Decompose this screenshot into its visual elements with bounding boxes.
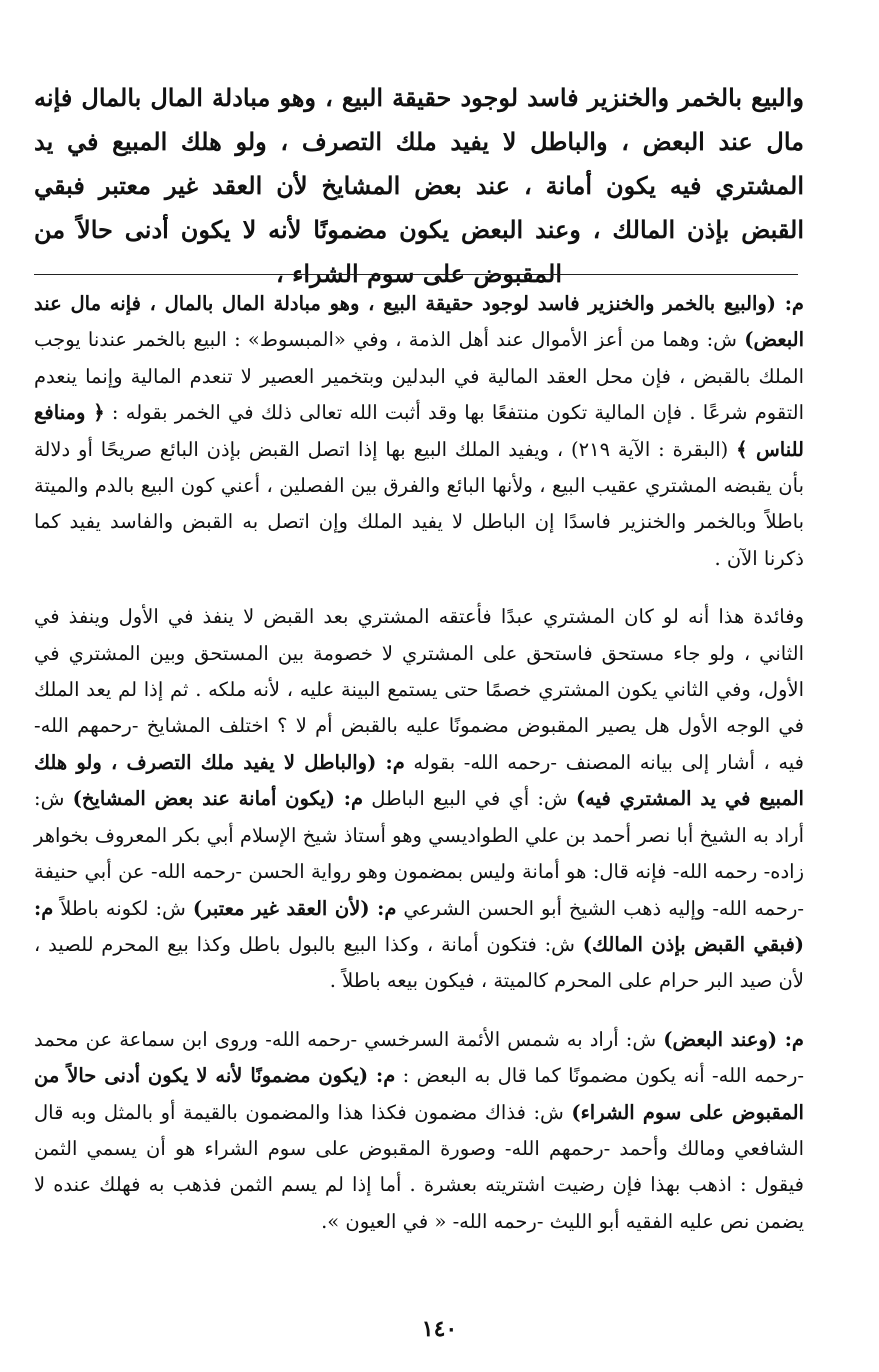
commentary-text: ش: فذاك مضمون فكذا هذا والمضمون بالقيمة أو بالمثل وبه قال الشافعي ومالك وأحمد -رحمهم الله- وصورة المقبوض على سوم الشراء هو أن يسمي الثمن فيقول : اذهب بهذا فإن رضيت اشتريته بعشرة . أما إذا لم يسم الثمن فذهب به فهلك عنده لا يضمن نص عليه الفقيه أبو الليث -رحمه الله- « في العيون ». — [34, 1100, 804, 1233]
commentary-block — [34, 286, 804, 1240]
matn-quote: م: (يكون مضمونًا لأنه لا يكون أدنى حالاً من المقبوض على سوم الشراء) — [34, 1064, 804, 1124]
matn-quote: م: (والبيع بالخمر والخنزير فاسد لوجود حقيقة البيع ، وهو مبادلة المال بالمال ، فإنه مال عند البعض) — [34, 292, 804, 352]
quran-quote: ﴿ ومنافع للناس ﴾ — [34, 401, 805, 461]
matn-quote: م: (وعند البعض) — [663, 1027, 805, 1051]
matn-quote: م: (والباطل لا يفيد ملك التصرف ، ولو هلك المبيع في يد المشتري فيه) — [34, 750, 804, 811]
page-number: ١٤٠ — [421, 1316, 458, 1342]
commentary-paragraph-2 — [34, 599, 804, 999]
commentary-text: ش: وهما من أعز الأموال عند أهل الذمة ، وفي «المبسوط» : البيع بالخمر عندنا يوجب الملك بالقبض ، فإن محل العقد المالية في البدلين وبتخمير العصير لا تنعدم المالية وإنما ينعدم التقوم شرعًا . فإن المالية تكون منتفعًا بها وقد أثبت الله تعالى ذلك في الخمر بقوله : — [34, 328, 804, 425]
commentary-text: وفائدة هذا أنه لو كان المشتري عبدًا فأعتقه المشتري بعد القبض لا ينفذ في الأول وينفذ في الثاني ، ولو جاء مستحق فاستحق على المشتري لا خصومة بين المستحق وبين المشتري في الأول، وفي الثاني يكون المشتري خصمًا حتى يستمع البينة عليه ، لأنه ملكه . ثم إذا لم يعد الملك في الوجه الأول هل يصير المقبوض مضمونًا عليه بالقبض أم لا ؟ اختلف المشايخ -رحمهم الله- فيه ، أشار إلى بيانه المصنف -رحمه الله- بقوله — [34, 605, 805, 774]
commentary-text: ش: أراد به شمس الأئمة السرخسي -رحمه الله- وروى ابن سماعة عن محمد -رحمه الله- أنه يكون مضمونًا كما قال به البعض : — [34, 1027, 804, 1088]
matn-block — [34, 76, 804, 296]
matn-quote: م: (فبقي القبض بإذن المالك) — [34, 896, 804, 956]
matn-text: والبيع بالخمر والخنزير فاسد لوجود حقيقة البيع ، وهو مبادلة المال بالمال فإنه مال عند البعض ، والباطل لا يفيد ملك التصرف ، ولو هلك المبيع في يد المشتري فيه يكون أمانة ، عند بعض المشايخ لأن العقد غير معتبر فبقي القبض بإذن المالك ، وعند البعض يكون مضمونًا لأنه لا يكون أدنى حالاً من المقبوض على سوم الشراء ، — [34, 83, 804, 288]
matn-quote: م: (لأن العقد غير معتبر) — [192, 896, 397, 920]
commentary-text: (البقرة : الآية ٢١٩) ، ويفيد الملك البيع بها إذا اتصل القبض بإذن البائع صريحًا أو دلالة بأن يقبضه المشتري عقيب البيع ، ولأنها البائع والفرق بين الفصلين ، أعني كون البيع بالدم والميتة باطلاً وبالخمر والخنزير فاسدًا إن الباطل لا يفيد الملك وإن اتصل به القبض والفاسد يفيد كما ذكرنا الآن . — [34, 437, 804, 570]
commentary-text: ش: أي في البيع الباطل — [363, 787, 576, 811]
commentary-text: ش: فتكون أمانة ، وكذا البيع بالبول باطل وكذا بيع المحرم للصيد ، لأن صيد البر حرام على المحرم كالميتة ، فيكون بيعه باطلاً . — [34, 932, 804, 993]
section-divider — [34, 274, 798, 275]
commentary-paragraph-1 — [34, 286, 804, 577]
commentary-paragraph-3 — [34, 1022, 804, 1240]
commentary-text: ش: لكونه باطلاً — [53, 896, 193, 920]
commentary-text: ش: أراد به الشيخ أبا نصر أحمد بن علي الطواديسي وهو أستاذ شيخ الإسلام أبي بكر المعروف بخواهر زاده- رحمه الله- فإنه قال: هو أمانة وليس بمضمون وهو رواية الحسن -رحمه الله- عن أبي حنيفة -رحمه الله- وإليه ذهب الشيخ أبو الحسن الشرعي — [34, 787, 804, 920]
matn-quote: م: (يكون أمانة عند بعض المشايخ) — [72, 787, 364, 811]
